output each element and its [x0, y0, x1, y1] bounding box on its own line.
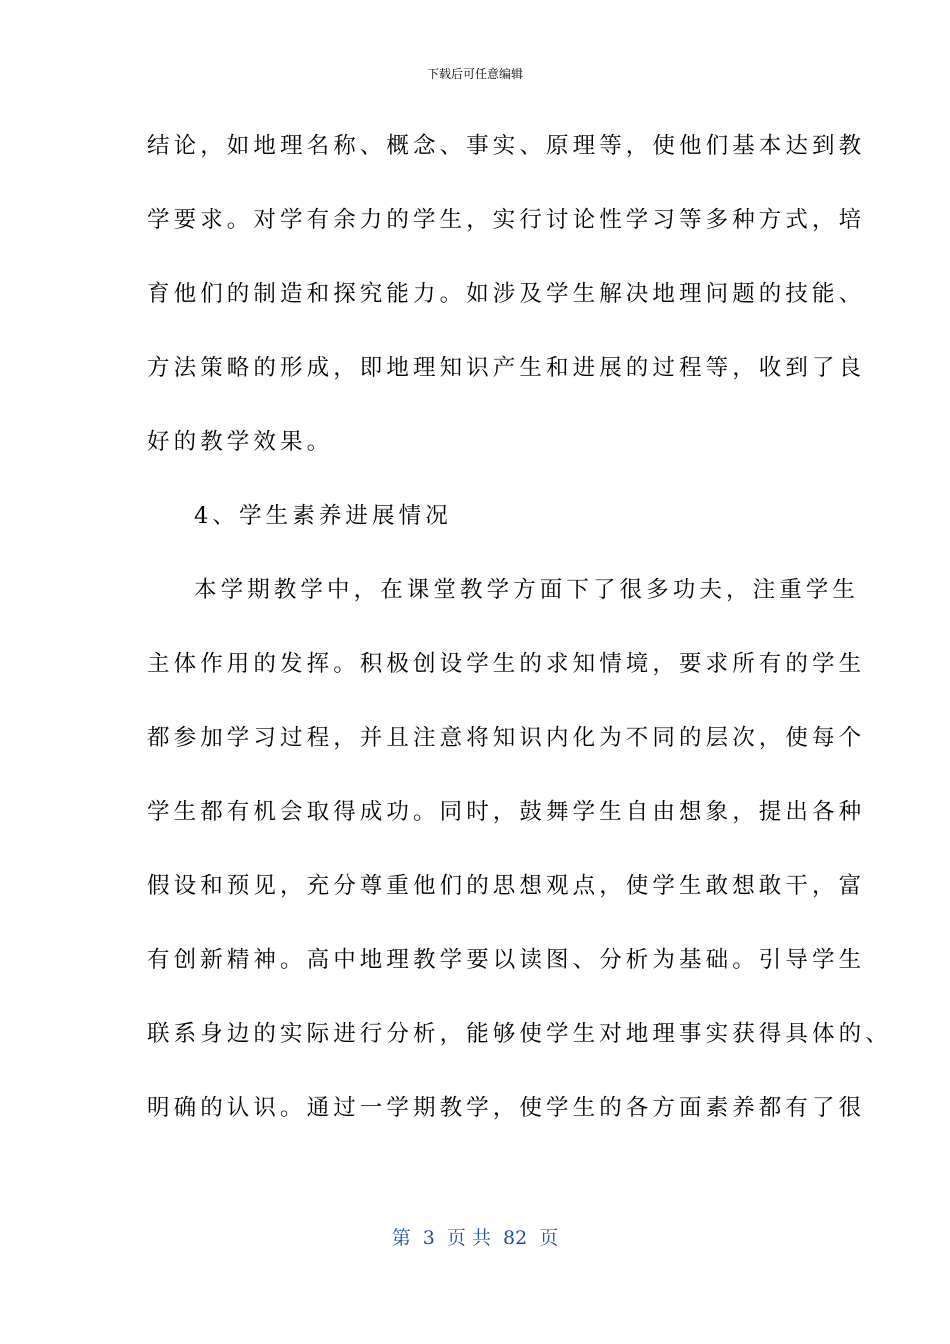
text-line: 育他们的制造和探究能力。如涉及学生解决地理问题的技能、 [147, 281, 866, 307]
document-body [147, 122, 892, 1158]
text-line: 学生都有机会取得成功。同时，鼓舞学生自由想象，提出各种 [147, 799, 866, 825]
footer-prefix: 第 [391, 1227, 411, 1249]
footer-middle: 页 共 [446, 1227, 491, 1249]
text-line: 明确的认识。通过一学期教学，使学生的各方面素养都有了很 [147, 1095, 866, 1121]
text-line: 好的教学效果。 [147, 429, 334, 455]
text-line: 有创新精神。高中地理教学要以读图、分析为基础。引导学生 [147, 947, 866, 973]
text-line: 学要求。对学有余力的学生，实行讨论性学习等多种方式，培 [147, 207, 866, 233]
text-line: 方法策略的形成，即地理知识产生和进展的过程等，收到了良 [147, 355, 866, 381]
text-line: 主体作用的发挥。积极创设学生的求知情境，要求所有的学生 [147, 651, 866, 677]
section-heading: 4、学生素养进展情况 [194, 503, 452, 529]
current-page-number: 3 [422, 1227, 435, 1249]
total-pages-number: 82 [503, 1227, 528, 1249]
text-line: 联系身边的实际进行分析，能够使学生对地理事实获得具体的、 [147, 1021, 892, 1047]
text-line: 假设和预见，充分尊重他们的思想观点，使学生敢想敢干，富 [147, 873, 866, 899]
text-line: 本学期教学中，在课堂教学方面下了很多功夫，注重学生 [194, 577, 860, 603]
text-line: 都参加学习过程，并且注意将知识内化为不同的层次，使每个 [147, 725, 866, 751]
footer-suffix: 页 [539, 1227, 559, 1249]
text-line: 结论，如地理名称、概念、事实、原理等，使他们基本达到教 [147, 133, 866, 159]
page-footer [0, 1225, 950, 1251]
page-header: 下载后可任意编辑 [426, 67, 523, 81]
